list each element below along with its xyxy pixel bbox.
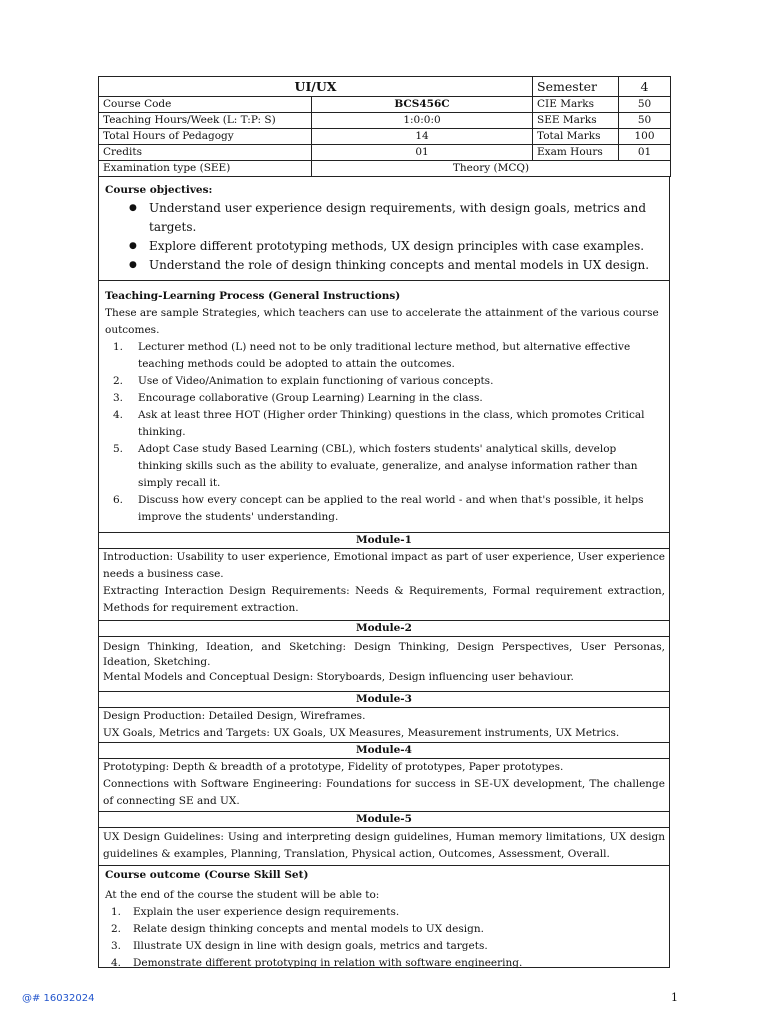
semester-value: 4 bbox=[619, 77, 671, 97]
list-item bbox=[105, 955, 665, 972]
row-label: Total Hours of Pedagogy bbox=[99, 129, 312, 145]
item-number: 3. bbox=[113, 392, 124, 404]
list-item bbox=[105, 938, 665, 955]
course-header-table bbox=[98, 76, 671, 177]
row-value2: 100 bbox=[619, 129, 671, 145]
item-text: Discuss how every concept can be applied to the real world - and when that's possible, it helps improve the students' understanding. bbox=[138, 494, 644, 523]
row-value2: 01 bbox=[619, 145, 671, 161]
teaching-title: Teaching-Learning Process (General Instructions) bbox=[105, 290, 401, 302]
objectives-title: Course objectives: bbox=[105, 184, 213, 196]
teaching-list bbox=[105, 339, 663, 526]
row-value: 1:0:0:0 bbox=[312, 113, 533, 129]
list-item bbox=[105, 407, 663, 441]
module-paragraph: Design Production: Detailed Design, Wireframes. bbox=[103, 710, 366, 722]
outcomes-list bbox=[105, 904, 665, 972]
module-paragraph: Introduction: Usability to user experience, Emotional impact as part of user experience, User experience needs a business case. bbox=[103, 551, 665, 580]
row-key2: Total Marks bbox=[533, 129, 619, 145]
row-value2: 50 bbox=[619, 113, 671, 129]
course-title: UI/UX bbox=[99, 77, 533, 97]
list-item bbox=[105, 441, 663, 492]
module-paragraph: Design Thinking, Ideation, and Sketching: Design Thinking, Design Perspectives, User Personas, Ideation, Sketching. bbox=[103, 641, 665, 668]
row-value: 01 bbox=[312, 145, 533, 161]
module-5-title: Module-5 bbox=[98, 812, 670, 828]
outcomes-title: Course outcome (Course Skill Set) bbox=[105, 869, 309, 881]
teaching-learning-process bbox=[98, 281, 670, 533]
course-outcomes bbox=[98, 866, 670, 968]
module-paragraph: Extracting Interaction Design Requirements: Needs & Requirements, Formal requirement extraction, Methods for requirement extraction. bbox=[103, 585, 665, 614]
row-label: Course Code bbox=[99, 97, 312, 113]
module-paragraph: Connections with Software Engineering: Foundations for success in SE-UX development, The challenge of connecting SE and UX. bbox=[103, 778, 665, 807]
item-number: 1. bbox=[113, 341, 124, 353]
module-3-body bbox=[98, 708, 670, 743]
module-paragraph: Prototyping: Depth & breadth of a prototype, Fidelity of prototypes, Paper prototypes. bbox=[103, 761, 564, 773]
module-2-title: Module-2 bbox=[98, 621, 670, 637]
item-number: 4. bbox=[111, 957, 122, 969]
exam-type-label: Examination type (SEE) bbox=[99, 161, 312, 177]
footer-code: @# 16032024 bbox=[22, 993, 95, 1004]
list-item: ● Explore different prototyping methods, UX design principles with case examples. bbox=[129, 237, 663, 256]
row-key2: CIE Marks bbox=[533, 97, 619, 113]
item-text: Ask at least three HOT (Higher order Thinking) questions in the class, which promotes Critical thinking. bbox=[138, 409, 645, 438]
objectives-list bbox=[105, 199, 663, 275]
item-text: Relate design thinking concepts and mental models to UX design. bbox=[133, 923, 484, 935]
row-label: Credits bbox=[99, 145, 312, 161]
item-text: Encourage collaborative (Group Learning) Learning in the class. bbox=[138, 392, 483, 404]
module-paragraph: Mental Models and Conceptual Design: Storyboards, Design influencing user behaviour. bbox=[103, 671, 574, 683]
course-objectives bbox=[98, 177, 670, 281]
module-1-body bbox=[98, 549, 670, 621]
item-text: Illustrate UX design in line with design goals, metrics and targets. bbox=[133, 940, 488, 952]
row-value: 14 bbox=[312, 129, 533, 145]
semester-label: Semester bbox=[533, 77, 619, 97]
syllabus-page bbox=[98, 76, 670, 968]
row-label: Teaching Hours/Week (L: T:P: S) bbox=[99, 113, 312, 129]
list-item: ● Understand the role of design thinking concepts and mental models in UX design. bbox=[129, 256, 663, 275]
module-5-body bbox=[98, 828, 670, 866]
item-number: 4. bbox=[113, 409, 124, 421]
module-1-title: Module-1 bbox=[98, 533, 670, 549]
row-key2: SEE Marks bbox=[533, 113, 619, 129]
list-item bbox=[105, 492, 663, 526]
list-item bbox=[105, 373, 663, 390]
list-item: ● Understand user experience design requirements, with design goals, metrics and targets. bbox=[129, 199, 663, 237]
list-item bbox=[105, 390, 663, 407]
row-key2: Exam Hours bbox=[533, 145, 619, 161]
item-number: 1. bbox=[111, 906, 122, 918]
item-number: 3. bbox=[111, 940, 122, 952]
item-text: Demonstrate different prototyping in relation with software engineering. bbox=[133, 957, 523, 969]
teaching-intro: These are sample Strategies, which teachers can use to accelerate the attainment of the various course outcomes. bbox=[105, 307, 659, 336]
item-text: Use of Video/Animation to explain functioning of various concepts. bbox=[138, 375, 494, 387]
exam-type-value: Theory (MCQ) bbox=[312, 161, 671, 177]
module-2-body bbox=[98, 637, 670, 692]
module-4-title: Module-4 bbox=[98, 743, 670, 759]
module-paragraph: UX Goals, Metrics and Targets: UX Goals, UX Measures, Measurement instruments, UX Metrics. bbox=[103, 727, 620, 739]
item-number: 2. bbox=[111, 923, 122, 935]
list-item bbox=[105, 921, 665, 938]
outcomes-intro: At the end of the course the student will be able to: bbox=[105, 889, 380, 901]
item-text: Explain the user experience design requirements. bbox=[133, 906, 400, 918]
item-number: 5. bbox=[113, 443, 124, 455]
row-value2: 50 bbox=[619, 97, 671, 113]
item-number: 6. bbox=[113, 494, 124, 506]
item-text: Lecturer method (L) need not to be only traditional lecture method, but alternative effective teaching methods could be adopted to attain the outcomes. bbox=[138, 341, 631, 370]
item-number: 2. bbox=[113, 375, 124, 387]
module-3-title: Module-3 bbox=[98, 692, 670, 708]
list-item bbox=[105, 339, 663, 373]
module-paragraph: UX Design Guidelines: Using and interpreting design guidelines, Human memory limitations, UX design guidelines & examples, Planning, Translation, Physical action, Outcomes, Assessment, Overall. bbox=[103, 831, 665, 860]
item-text: Adopt Case study Based Learning (CBL), which fosters students' analytical skills, develop thinking skills such as the ability to evaluate, generalize, and analyse information rather than simply recall it. bbox=[138, 443, 638, 489]
module-4-body bbox=[98, 759, 670, 812]
list-item bbox=[105, 904, 665, 921]
page-number: 1 bbox=[671, 991, 678, 1004]
row-value: BCS456C bbox=[312, 97, 533, 113]
